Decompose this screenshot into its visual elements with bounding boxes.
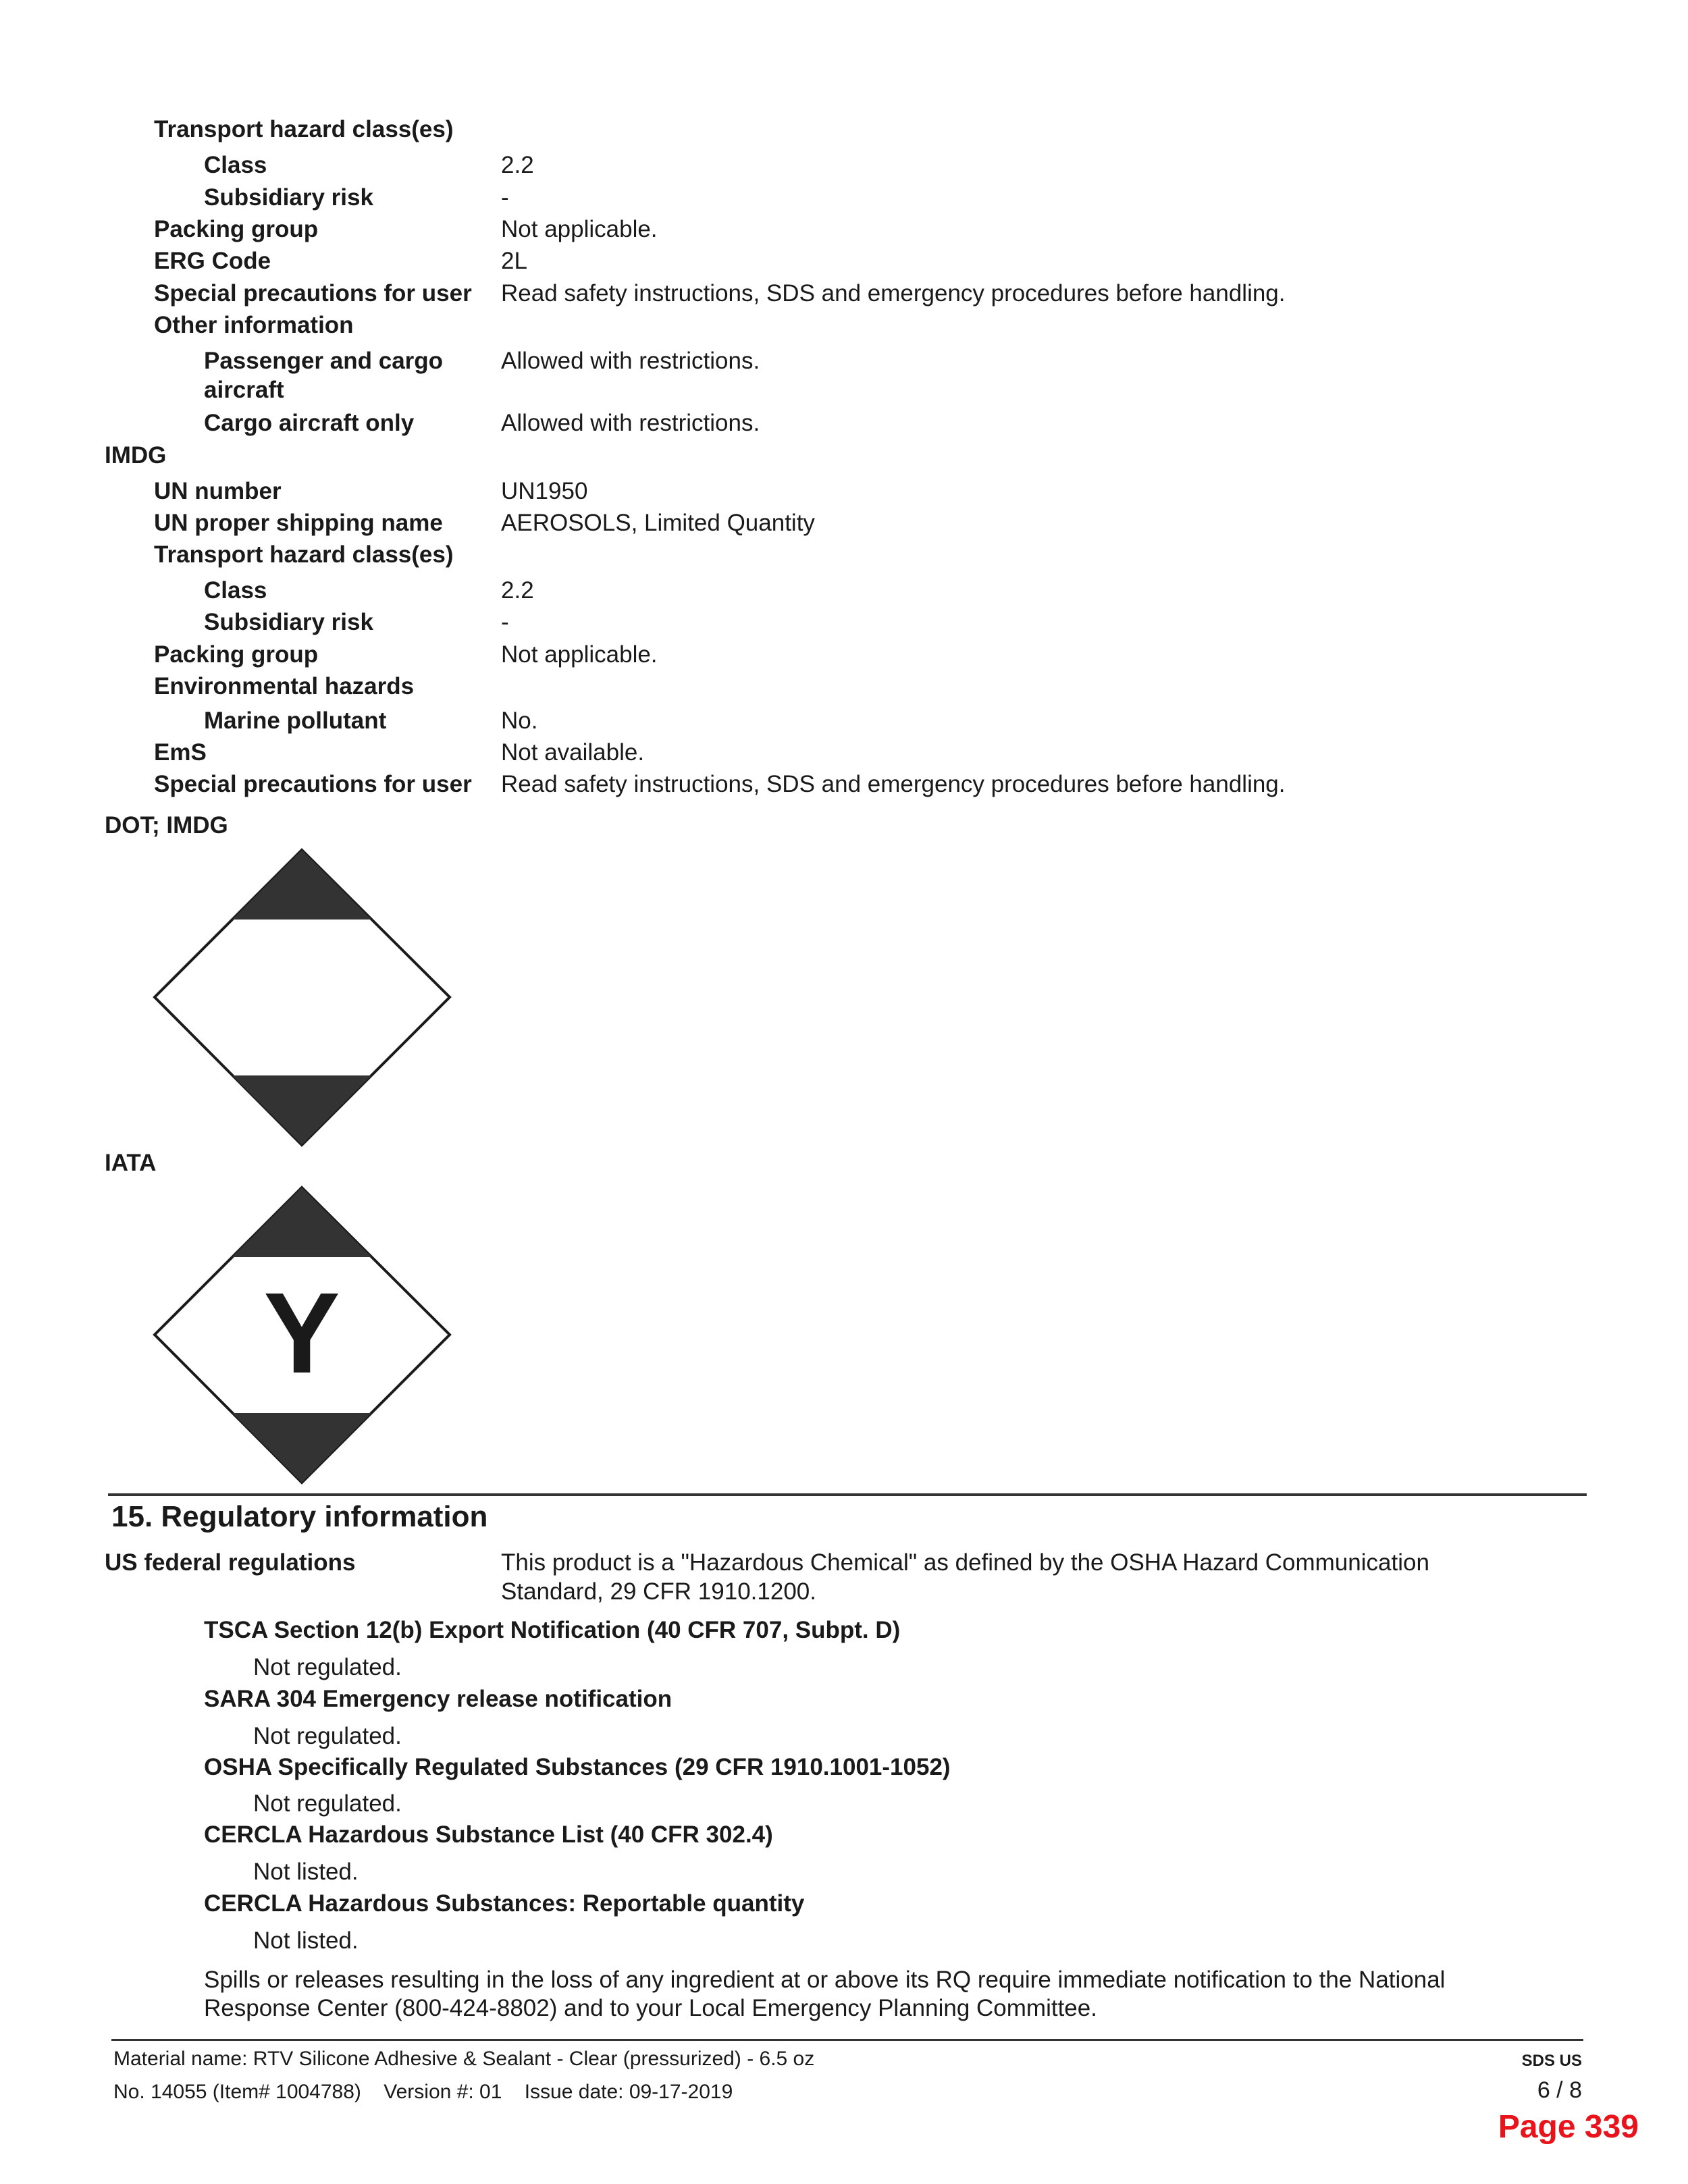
imdg-class-value: 2.2 <box>501 577 534 604</box>
imdg-un-number-value: UN1950 <box>501 478 588 504</box>
limited-quantity-mark <box>152 847 452 1148</box>
us-federal-value-line-2: Standard, 29 CFR 1910.1200. <box>501 1578 816 1605</box>
imdg-ems-label: EmS <box>154 739 207 766</box>
iata-subsidiary-risk-value: - <box>501 184 509 211</box>
iata-class-label: Class <box>204 152 267 178</box>
lq-mark-bottom-fill <box>232 1075 371 1145</box>
footer-sds-tag: SDS US <box>1521 2052 1582 2070</box>
imdg-subsidiary-risk-value: - <box>501 609 509 635</box>
section-15-title: 15. Regulatory information <box>111 1500 488 1533</box>
page-stamp: Page 339 <box>1498 2109 1639 2145</box>
regulation-status: Not listed. <box>253 1859 359 1885</box>
iata-mark-letter: Y <box>263 1269 340 1397</box>
iata-packing-group-value: Not applicable. <box>501 216 658 242</box>
iata-other-information-label: Other information <box>154 312 354 338</box>
imdg-special-precautions-label: Special precautions for user <box>154 771 472 797</box>
regulation-title: SARA 304 Emergency release notification <box>204 1686 672 1712</box>
iata-special-precautions-value: Read safety instructions, SDS and emergency procedures before handling. <box>501 280 1286 307</box>
iata-special-precautions-label: Special precautions for user <box>154 280 472 307</box>
regulation-status: Not regulated. <box>253 1723 402 1749</box>
imdg-special-precautions-value: Read safety instructions, SDS and emergency procedures before handling. <box>501 771 1286 797</box>
iata-passenger-cargo-value: Allowed with restrictions. <box>501 348 760 374</box>
iata-erg-code-label: ERG Code <box>154 248 271 274</box>
imdg-heading: IMDG <box>105 442 167 469</box>
iata-packing-group-label: Packing group <box>154 216 319 242</box>
imdg-transport-hazard-label: Transport hazard class(es) <box>154 541 454 568</box>
iata-passenger-cargo-label: Passenger and cargo <box>204 348 444 374</box>
footer-page-number: 6 / 8 <box>1537 2077 1582 2103</box>
footer-material-name: Material name: RTV Silicone Adhesive & Sealant - Clear (pressurized) - 6.5 oz <box>113 2048 815 2070</box>
imdg-shipping-name-label: UN proper shipping name <box>154 510 443 536</box>
regulation-status: Not listed. <box>253 1927 359 1954</box>
regulation-status: Not regulated. <box>253 1654 402 1680</box>
iata-limited-quantity-y-mark <box>152 1185 452 1485</box>
us-federal-value-line-1: This product is a "Hazardous Chemical" as defined by the OSHA Hazard Communication <box>501 1549 1429 1576</box>
footer-divider <box>111 2039 1583 2041</box>
imdg-un-number-label: UN number <box>154 478 282 504</box>
iata-cargo-only-value: Allowed with restrictions. <box>501 410 760 436</box>
regulation-title: CERCLA Hazardous Substance List (40 CFR 302.4) <box>204 1821 773 1848</box>
imdg-ems-value: Not available. <box>501 739 645 766</box>
spills-note-line-1: Spills or releases resulting in the loss of any ingredient at or above its RQ require immediate notification to the National <box>204 1967 1446 1993</box>
us-federal-label: US federal regulations <box>105 1549 356 1576</box>
regulation-title: TSCA Section 12(b) Export Notification (40 CFR 707, Subpt. D) <box>204 1617 901 1643</box>
spills-note-line-2: Response Center (800-424-8802) and to your Local Emergency Planning Committee. <box>204 1995 1097 2021</box>
imdg-shipping-name-value: AEROSOLS, Limited Quantity <box>501 510 815 536</box>
section-divider <box>108 1493 1587 1496</box>
iata-mark-top-fill <box>232 1188 371 1257</box>
imdg-environmental-hazards-label: Environmental hazards <box>154 673 415 699</box>
lq-mark-top-fill <box>232 850 371 920</box>
imdg-class-label: Class <box>204 577 267 604</box>
iata-class-value: 2.2 <box>501 152 534 178</box>
iata-transport-hazard-label: Transport hazard class(es) <box>154 116 454 142</box>
footer-document-info: No. 14055 (Item# 1004788) Version #: 01 Issue date: 09-17-2019 <box>113 2081 733 2103</box>
iata-passenger-cargo-label-2: aircraft <box>204 377 284 403</box>
regulation-status: Not regulated. <box>253 1790 402 1817</box>
regulation-title: CERCLA Hazardous Substances: Reportable quantity <box>204 1890 805 1917</box>
iata-mark-bottom-fill <box>232 1413 371 1483</box>
iata-subsidiary-risk-label: Subsidiary risk <box>204 184 373 211</box>
imdg-packing-group-value: Not applicable. <box>501 641 658 668</box>
iata-heading: IATA <box>105 1150 157 1176</box>
regulation-title: OSHA Specifically Regulated Substances (29 CFR 1910.1001-1052) <box>204 1754 951 1780</box>
dot-imdg-heading: DOT; IMDG <box>105 812 228 838</box>
imdg-packing-group-label: Packing group <box>154 641 319 668</box>
imdg-marine-pollutant-label: Marine pollutant <box>204 708 387 734</box>
imdg-marine-pollutant-value: No. <box>501 708 538 734</box>
iata-cargo-only-label: Cargo aircraft only <box>204 410 415 436</box>
imdg-subsidiary-risk-label: Subsidiary risk <box>204 609 373 635</box>
iata-erg-code-value: 2L <box>501 248 527 274</box>
